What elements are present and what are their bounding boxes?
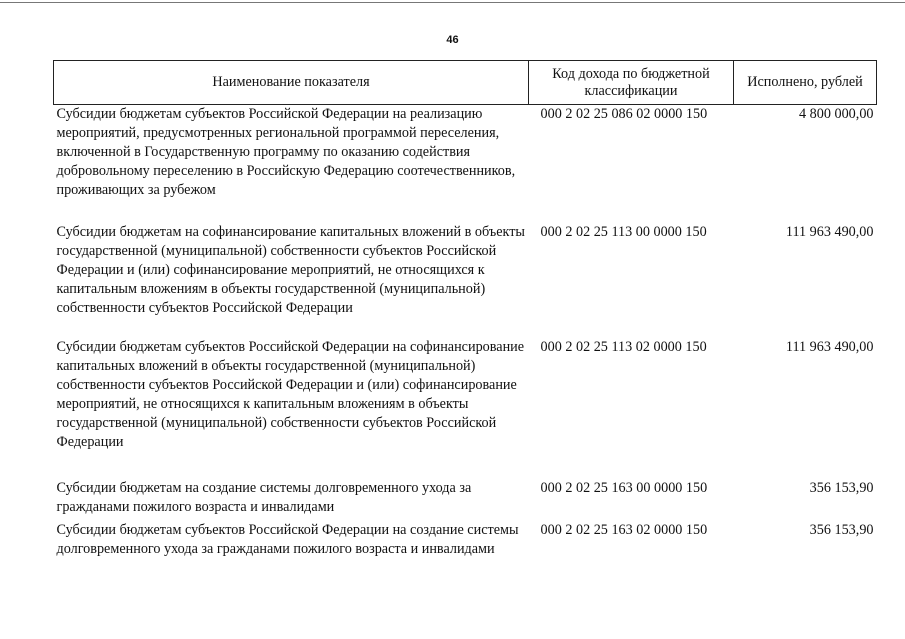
row-name: Субсидии бюджетам субъектов Российской Федерации на реализацию мероприятий, предусмотренных региональной программой переселения, включенной в Государственную программу по оказанию содействия добровольному переселению в Российскую Федерацию соотечественников, проживающих за рубежом: [56, 106, 516, 198]
row-amount: 356 153,90: [809, 480, 874, 496]
header-amount: Исполнено, рублей: [734, 61, 877, 105]
row-name: Субсидии бюджетам субъектов Российской Федерации на софинансирование капитальных вложений в объекты государственной (муниципальной) собственности субъектов Российской Федерации и (или) софинансирование мероприятий, не относящихся к капитальным вложениям в объекты государственной (муниципальной) собственности субъектов Российской Федерации: [56, 339, 525, 450]
budget-table: [53, 60, 877, 581]
row-name: Субсидии бюджетам на создание системы долговременного ухода за гражданами пожилого возраста и инвалидами: [56, 480, 472, 515]
header-name: Наименование показателя: [54, 61, 529, 105]
row-name: Субсидии бюджетам субъектов Российской Федерации на создание системы долговременного ухода за гражданами пожилого возраста и инвалидами: [56, 522, 519, 557]
table-row: [54, 105, 877, 224]
row-amount: 111 963 490,00: [785, 224, 874, 240]
row-code: 000 2 02 25 113 00 0000 150: [540, 224, 707, 240]
table-row: [54, 223, 877, 338]
row-amount: 356 153,90: [809, 522, 874, 538]
page-number: 46: [446, 34, 459, 46]
row-code: 000 2 02 25 086 02 0000 150: [540, 106, 708, 122]
table-row: [54, 338, 877, 479]
row-code: 000 2 02 25 163 02 0000 150: [540, 522, 708, 538]
row-amount: 111 963 490,00: [785, 339, 874, 355]
row-code: 000 2 02 25 113 02 0000 150: [540, 339, 707, 355]
table-row: [54, 479, 877, 521]
header-code: Код дохода по бюджетной классификации: [529, 61, 734, 105]
table-header-row: [54, 61, 877, 105]
row-code: 000 2 02 25 163 00 0000 150: [540, 480, 708, 496]
top-scan-edge: [0, 2, 905, 3]
row-amount: 4 800 000,00: [799, 106, 874, 122]
table-row: [54, 521, 877, 581]
row-name: Субсидии бюджетам на софинансирование капитальных вложений в объекты государственной (муниципальной) собственности субъектов Российской Федерации и (или) софинансирование мероприятий, не относящихся к капитальным вложениям в объекты государственной (муниципальной) собственности субъектов Российской Федерации: [56, 224, 525, 316]
